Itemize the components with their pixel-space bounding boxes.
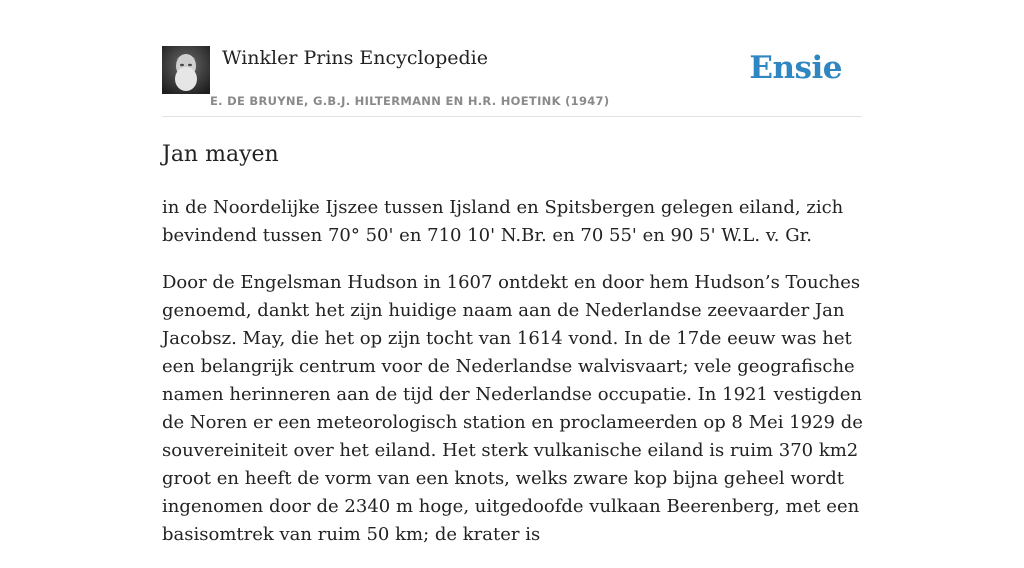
authors-subtitle: E. DE BRUYNE, G.B.J. HILTERMANN EN H.R. HOETINK (1947) xyxy=(210,94,610,108)
article-paragraph: in de Noordelijke Ijszee tussen Ijsland en Spitsbergen gelegen eiland, zich bevindend tussen 70° 50' en 710 10' N.Br. en 70 55' en 90 5' W.L. v. Gr. xyxy=(162,197,844,246)
article-paragraph: Door de Engelsman Hudson in 1607 ontdekt en door hem Hudson’s Touches genoemd, dankt het zijn huidige naam aan de Nederlandse zeevaarder Jan Jacobsz. May, die het op zijn tocht van 1614 vond. In de 17de eeuw was het een belangrijk centrum voor de Nederlandse walvisvaart; vele geografische namen herinneren aan de tijd der Nederlandse occupatie. In 1921 vestigden de Noren er een meteorologisch station en proclameerden op 8 Mei 1929 de souvereiniteit over het eiland. Het sterk vulkanische eiland is ruim 370 km2 groot en heeft de vorm van een knots, welks zware kop bijna geheel wordt ingenomen door de 2340 m hoge, uitgedoofde vulkaan Beerenberg, met een basisomtrek van ruim 50 km; de krater is xyxy=(162,272,863,545)
entry-title: Jan mayen xyxy=(162,142,279,167)
site-header xyxy=(162,46,862,117)
site-title-link[interactable]: Winkler Prins Encyclopedie xyxy=(222,47,488,69)
article-content xyxy=(162,140,864,568)
author-avatar[interactable] xyxy=(162,46,210,94)
ensie-logo-link[interactable]: Ensie xyxy=(749,50,842,86)
portrait-photo-icon xyxy=(162,46,210,94)
